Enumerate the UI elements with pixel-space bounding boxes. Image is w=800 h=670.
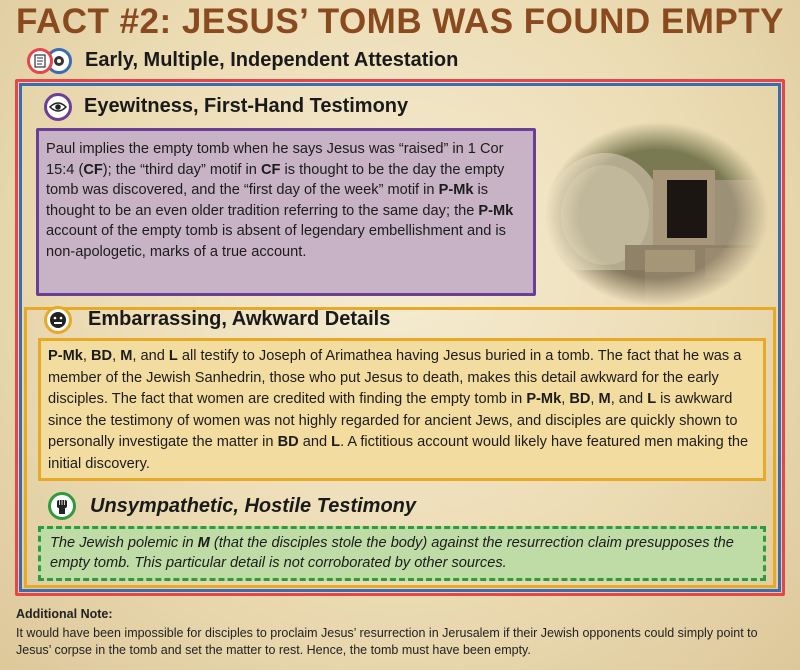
embarrassing-heading: Embarrassing, Awkward Details xyxy=(88,308,391,330)
document-icon xyxy=(27,48,53,74)
embarrassing-text: P-Mk, BD, M, and L all testify to Joseph of Arimathea having Jesus buried in a tomb. The fact that he was a member of the Jewish Sanhedrin, those who put Jesus to death, makes this detail awkward for the early disciples. The fact that women are credited with finding the empty tomb in P-Mk, BD, M, and L is awkward since the testimony of women was not highly regarded for ancient Jews, and disciples are quickly shown to personally investigate the matter in BD and L. A fictitious account would likely have featured men making the initial discovery. xyxy=(48,348,749,472)
additional-note-text: It would have been impossible for disciples to proclaim Jesus’ resurrection in Jerusalem if their Jewish opponents could simply point to Jesus’ corpse in the tomb and set the matter to rest. Hence, the tomb must have been empty. xyxy=(16,626,758,657)
empty-tomb-photo xyxy=(545,120,770,308)
attestation-heading: Early, Multiple, Independent Attestation xyxy=(85,49,459,71)
page-title: FACT #2: JESUS’ TOMB WAS FOUND EMPTY xyxy=(15,2,784,41)
embarrassed-face-icon xyxy=(44,306,72,334)
eye-icon xyxy=(44,93,72,121)
eyewitness-text: Paul implies the empty tomb when he says Jesus was “raised” in 1 Cor 15:4 (CF); the “third day” motif in CF is thought to be the day the empty tomb was discovered, and the “first day of the week” motif in P-Mk is thought to be an even older tradition referring to the same day; the P-Mk account of the empty tomb is absent of legendary embellishment and is non-apologetic, marks of a true account. xyxy=(46,141,514,260)
additional-note-heading: Additional Note: xyxy=(16,607,113,621)
fist-icon xyxy=(48,492,76,520)
eyewitness-heading: Eyewitness, First-Hand Testimony xyxy=(84,95,409,117)
hostile-heading: Unsympathetic, Hostile Testimony xyxy=(90,495,416,517)
hostile-text: The Jewish polemic in M (that the disciples stole the body) against the resurrection claim presupposes the empty tomb. This particular detail is not corroborated by other sources. xyxy=(50,535,734,571)
